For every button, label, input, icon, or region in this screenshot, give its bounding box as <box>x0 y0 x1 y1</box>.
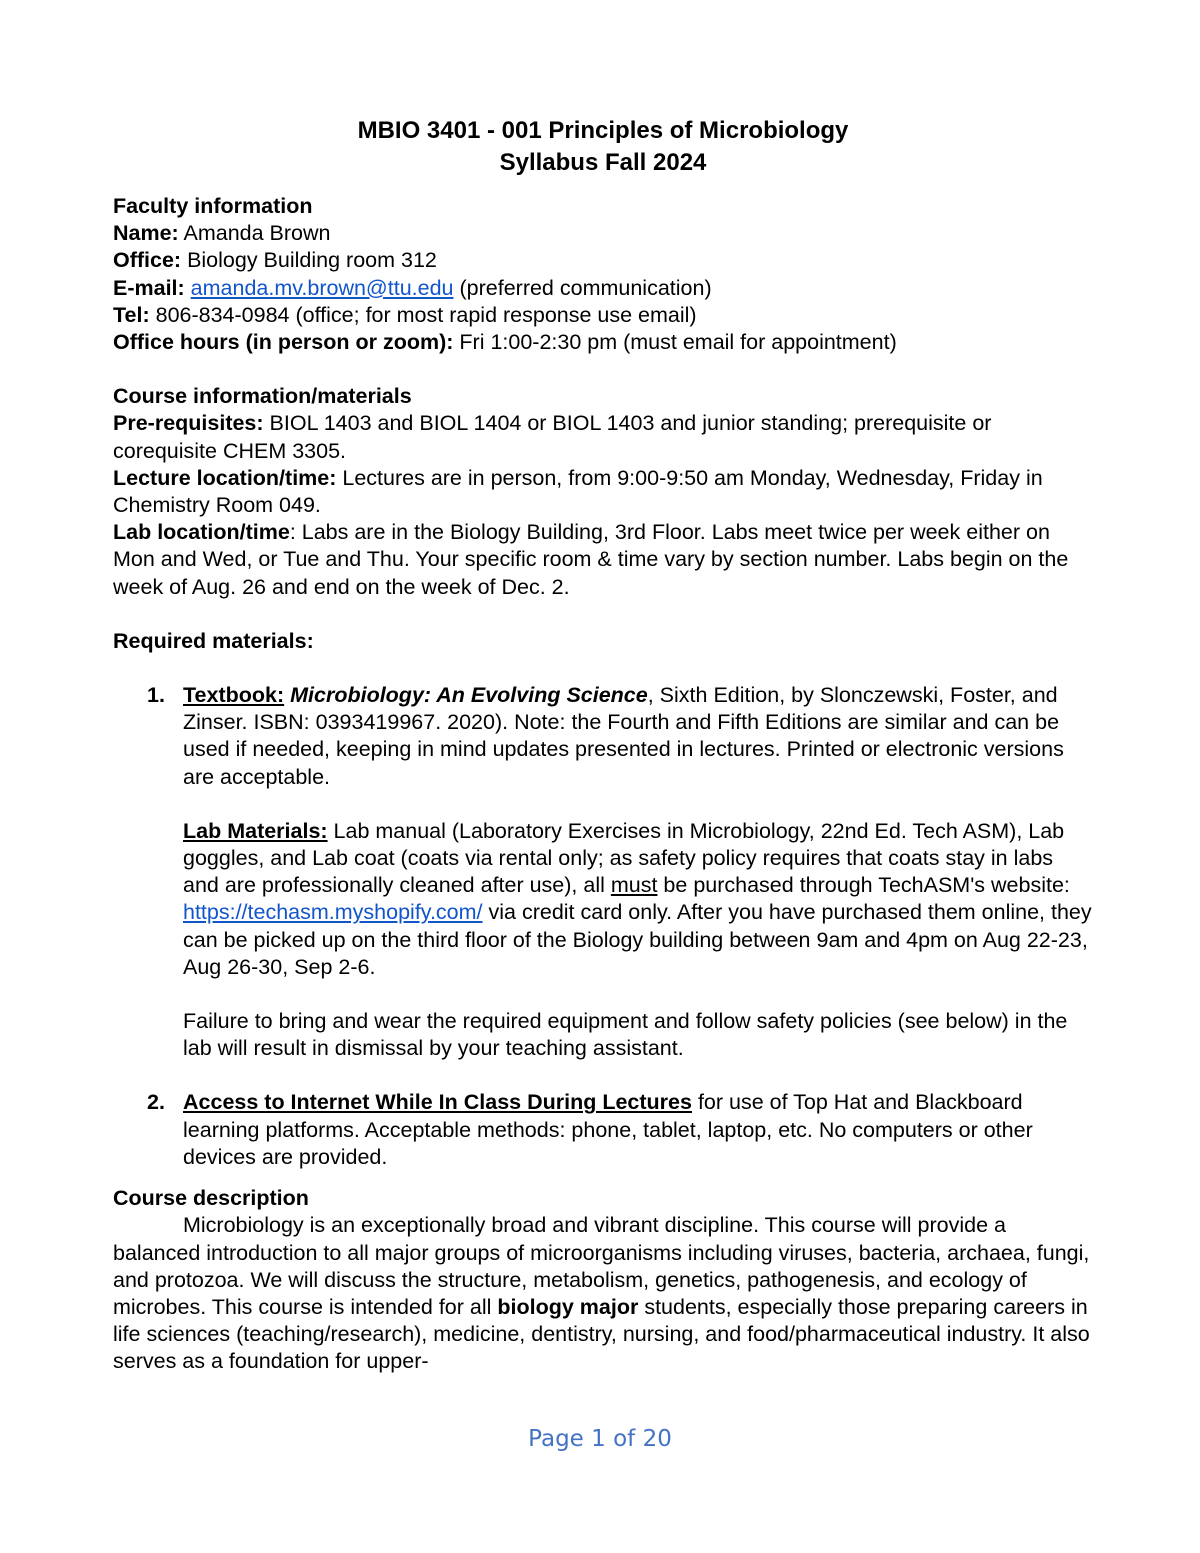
description-bold: biology major <box>497 1294 639 1319</box>
lab-materials-text-1: Lab manual (Laboratory Exercises in Microbiology, 22nd Ed. Tech ASM), Lab goggles, and Lab coat (coats via rental only; as safety policy requires that coats stay in labs and are professionally cleaned after use), all <box>183 818 1065 898</box>
faculty-office <box>113 247 1093 274</box>
lecture-label: Lecture location/time: <box>113 465 337 490</box>
faculty-name <box>113 220 1093 247</box>
office-value: Biology Building room 312 <box>181 248 437 273</box>
materials-heading: Required materials: <box>113 628 314 653</box>
tel-label: Tel: <box>113 302 150 327</box>
lecture-info <box>113 465 1093 519</box>
description-text-2: students, especially those preparing careers in life sciences (teaching/research), medicine, dentistry, nursing, and food/pharmaceutical industry. It also serves as a foundation for upper- <box>113 1294 1090 1374</box>
internet-label: Access to Internet While In Class During Lectures <box>183 1090 692 1115</box>
prereq-label: Pre-requisites: <box>113 411 264 436</box>
document-title <box>113 115 1093 179</box>
internet-text: for use of Top Hat and Blackboard learning platforms. Acceptable methods: phone, tablet, laptop, etc. No computers or other devices are provided. <box>183 1090 1033 1169</box>
faculty-heading: Faculty information <box>113 194 313 218</box>
failure-paragraph: Failure to bring and wear the required equipment and follow safety policies (see below) in the lab will result in dismissal by your teaching assistant. <box>183 1009 1068 1061</box>
tel-value: 806-834-0984 (office; for most rapid response use email) <box>149 302 697 327</box>
lab-materials-text-3: via credit card only. After you have purchased them online, they can be picked up on the third floor of the Biology building between 9am and 4pm on Aug 22-23, Aug 26-30, Sep 2-6. <box>183 900 1092 979</box>
textbook-text: , Sixth Edition, by Slonczewski, Foster, and Zinser. ISBN: 0393419967. 2020). Note: the Fourth and Fifth Editions are similar and can be used if needed, keeping in mind updates presented in lectures. Printed or electronic versions are acceptable. <box>183 683 1064 789</box>
email-label: E-mail: <box>113 275 185 300</box>
description-paragraph <box>113 1212 1093 1375</box>
techasm-link[interactable]: https://techasm.myshopify.com/ <box>183 900 483 925</box>
textbook-label: Textbook: <box>183 683 285 708</box>
description-section <box>113 1185 1093 1375</box>
page-number-footer: Page 1 of 20 <box>528 1426 672 1452</box>
prereq-value: BIOL 1403 and BIOL 1404 or BIOL 1403 and junior standing; prerequisite or corequisite CHEM 3305. <box>113 411 992 463</box>
textbook-paragraph <box>183 682 1093 791</box>
description-text-1: Microbiology is an exceptionally broad and vibrant discipline. This course will provide a balanced introduction to all major groups of microorganisms including viruses, bacteria, archaea, fungi, and protozoa. We will discuss the structure, metabolism, genetics, pathogenesis, and ecology of microbes. This course is intended for all <box>113 1213 1090 1319</box>
list-number: 1. <box>147 683 165 708</box>
prerequisites <box>113 410 1093 464</box>
hours-label: Office hours (in person or zoom): <box>113 330 454 355</box>
lab-label: Lab location/time <box>113 520 290 545</box>
lecture-value: Lectures are in person, from 9:00-9:50 am Monday, Wednesday, Friday in Chemistry Room 049. <box>113 465 1043 518</box>
lab-info <box>113 519 1093 601</box>
lab-materials-paragraph <box>183 818 1093 981</box>
name-value: Amanda Brown <box>178 221 331 246</box>
list-number: 2. <box>147 1090 165 1115</box>
internet-paragraph <box>183 1089 1093 1171</box>
list-item <box>113 1089 1093 1171</box>
faculty-tel <box>113 302 1093 329</box>
name-label: Name: <box>113 221 179 246</box>
email-link[interactable]: amanda.mv.brown@ttu.edu <box>190 275 454 300</box>
lab-materials-text-2: be purchased through TechASM's website: <box>657 873 1070 898</box>
materials-section <box>113 628 1093 1171</box>
hours-value: Fri 1:00-2:30 pm (must email for appointment) <box>453 330 897 355</box>
faculty-email <box>113 275 1093 302</box>
description-heading: Course description <box>113 1186 309 1211</box>
lab-value: : Labs are in the Biology Building, 3rd Floor. Labs meet twice per week either on Mon and Wed, or Tue and Thu. Your specific room & time vary by section number. Labs begin on the week of Aug. 26 and end on the week of Dec. 2. <box>113 520 1069 599</box>
textbook-title: Microbiology: An Evolving Science <box>290 683 648 708</box>
course-info-heading: Course information/materials <box>113 384 412 409</box>
lab-materials-must: must <box>610 873 658 898</box>
list-item <box>113 682 1093 1062</box>
course-info-section <box>113 383 1093 601</box>
email-note: (preferred communication) <box>453 275 712 300</box>
title-line-2: Syllabus Fall 2024 <box>499 149 707 176</box>
faculty-section <box>113 193 1093 356</box>
materials-list <box>113 682 1093 1171</box>
office-label: Office: <box>113 248 182 273</box>
faculty-office-hours <box>113 329 1093 356</box>
page-content <box>113 113 1093 1376</box>
title-line-1: MBIO 3401 - 001 Principles of Microbiology <box>357 117 849 144</box>
lab-materials-label: Lab Materials: <box>183 818 328 843</box>
